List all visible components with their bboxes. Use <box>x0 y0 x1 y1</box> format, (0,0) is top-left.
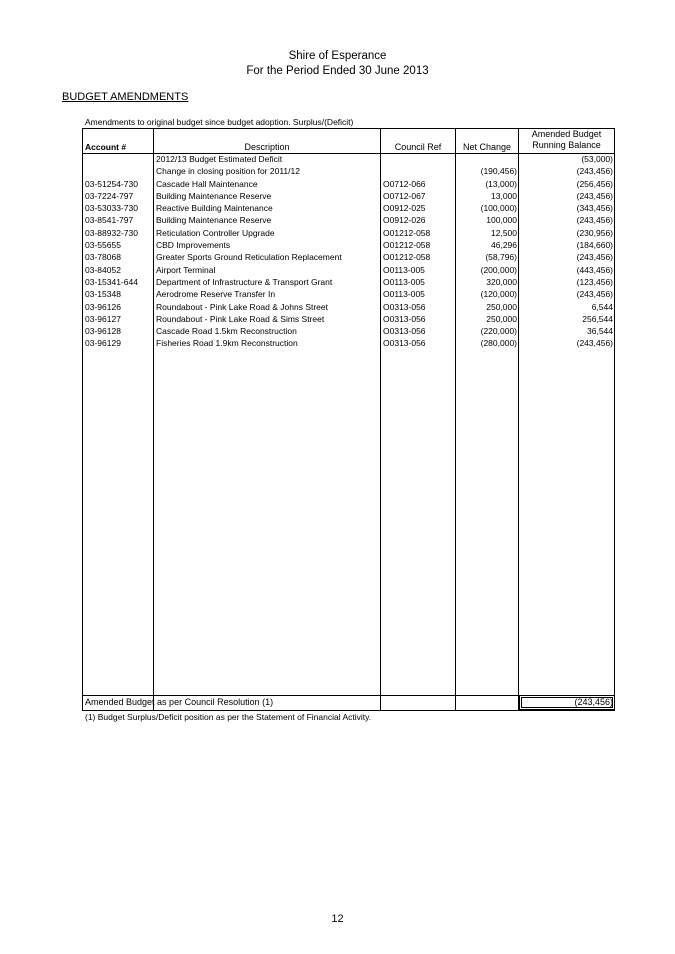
cell-council-ref: O0912-026 <box>383 215 426 226</box>
cell-balance: (343,456) <box>576 203 613 214</box>
table-row <box>82 325 615 337</box>
cell-balance: (184,660) <box>576 240 613 251</box>
cell-account: 03-96128 <box>85 326 121 337</box>
cell-account: 03-96126 <box>85 301 121 312</box>
cell-balance: (243,456) <box>576 338 613 349</box>
table-caption: Amendments to original budget since budget adoption. Surplus/(Deficit) <box>85 117 354 127</box>
table-row <box>82 288 615 300</box>
cell-net-change: (190,456) <box>480 166 517 177</box>
cell-council-ref: O0113-005 <box>383 264 425 275</box>
cell-description: Cascade Road 1.5km Reconstruction <box>156 326 297 337</box>
section-heading: BUDGET AMENDMENTS <box>62 91 189 103</box>
report-period: For the Period Ended 30 June 2013 <box>246 65 429 77</box>
cell-council-ref: O0113-005 <box>383 276 425 287</box>
cell-account: 03-84052 <box>85 264 121 275</box>
cell-account: 03-88932-730 <box>85 227 138 238</box>
table-row <box>82 301 615 313</box>
table-body <box>82 153 615 350</box>
table-row <box>82 239 615 251</box>
footnote: (1) Budget Surplus/Deficit position as per the Statement of Financial Activity. <box>85 712 372 722</box>
cell-balance: (243,456) <box>576 252 613 263</box>
table-row <box>82 276 615 288</box>
page-number: 12 <box>331 913 344 925</box>
cell-account: 03-78068 <box>85 252 121 263</box>
cell-account: 03-96127 <box>85 313 121 324</box>
table-row <box>82 202 615 214</box>
cell-balance: (256,456) <box>576 178 613 189</box>
cell-description: Aerodrome Reserve Transfer In <box>156 289 276 300</box>
cell-net-change: 250,000 <box>486 301 517 312</box>
cell-council-ref: O0712-066 <box>383 178 426 189</box>
cell-council-ref: O0313-056 <box>383 313 426 324</box>
table-row <box>82 153 615 165</box>
cell-council-ref: O01212-058 <box>383 227 431 238</box>
cell-council-ref: O0313-056 <box>383 338 426 349</box>
cell-net-change: (100,000) <box>480 203 517 214</box>
cell-description: Reticulation Controller Upgrade <box>156 227 275 238</box>
cell-description: Reactive Building Maintenance <box>156 203 273 214</box>
cell-account: 03-55655 <box>85 240 121 251</box>
cell-balance: 6,544 <box>591 301 613 312</box>
cell-balance: (443,456) <box>576 264 613 275</box>
cell-net-change: (200,000) <box>480 264 517 275</box>
cell-net-change: 100,000 <box>486 215 517 226</box>
table-row <box>82 165 615 177</box>
table-row <box>82 178 615 190</box>
cell-net-change: 12,500 <box>491 227 517 238</box>
cell-description: Department of Infrastructure & Transport Grant <box>156 276 333 287</box>
cell-balance: (230,956) <box>576 227 613 238</box>
cell-net-change: 13,000 <box>491 190 517 201</box>
cell-council-ref: O01212-058 <box>383 252 431 263</box>
table-row <box>82 214 615 226</box>
footer-total: (243,456) <box>574 697 613 707</box>
cell-description: Roundabout - Pink Lake Road & Sims Street <box>156 313 325 324</box>
cell-description: CBD Improvements <box>156 240 231 251</box>
cell-description: Building Maintenance Reserve <box>156 215 272 226</box>
cell-council-ref: O0113-005 <box>383 289 425 300</box>
cell-net-change: 46,296 <box>491 240 517 251</box>
column-header-council-ref: Council Ref <box>394 142 442 152</box>
cell-net-change: (280,000) <box>480 338 517 349</box>
cell-account: 03-96129 <box>85 338 121 349</box>
cell-description: Cascade Hall Maintenance <box>156 178 258 189</box>
cell-account: 03-51254-730 <box>85 178 138 189</box>
cell-net-change: (13,000) <box>485 178 517 189</box>
table-row <box>82 227 615 239</box>
cell-account: 03-15341-644 <box>85 276 138 287</box>
table-row <box>82 264 615 276</box>
table-row <box>82 337 615 349</box>
cell-account: 03-7224-797 <box>85 190 134 201</box>
cell-account: 03-15348 <box>85 289 121 300</box>
report-title: Shire of Esperance <box>288 50 387 62</box>
cell-council-ref: O01212-058 <box>383 240 431 251</box>
cell-description: Greater Sports Ground Reticulation Replacement <box>156 252 342 263</box>
cell-description: 2012/13 Budget Estimated Deficit <box>156 154 283 164</box>
cell-net-change: 320,000 <box>486 276 517 287</box>
cell-net-change: (220,000) <box>480 326 517 337</box>
column-header-description: Description <box>244 142 290 152</box>
column-header-balance <box>519 129 614 151</box>
cell-council-ref: O0912-025 <box>383 203 426 214</box>
cell-description: Change in closing position for 2011/12 <box>156 166 300 177</box>
cell-description: Airport Terminal <box>156 264 216 275</box>
table-row <box>82 190 615 202</box>
cell-account: 03-53033-730 <box>85 203 138 214</box>
column-header-balance-line1: Amended Budget <box>531 129 602 139</box>
cell-net-change: 250,000 <box>486 313 517 324</box>
table-row <box>82 251 615 263</box>
column-header-account: Account # <box>85 142 127 152</box>
cell-balance: (53,000) <box>581 154 613 164</box>
table-row <box>82 313 615 325</box>
footer-label: Amended Budget as per Council Resolution (1) <box>85 697 274 707</box>
cell-council-ref: O0712-067 <box>383 190 426 201</box>
cell-council-ref: O0313-056 <box>383 326 426 337</box>
cell-balance: 36,544 <box>587 326 613 337</box>
cell-account: 03-8541-797 <box>85 215 134 226</box>
column-header-balance-line2: Running Balance <box>532 140 601 150</box>
cell-balance: (243,456) <box>576 289 613 300</box>
cell-description: Building Maintenance Reserve <box>156 190 272 201</box>
cell-net-change: (120,000) <box>480 289 517 300</box>
cell-balance: (243,456) <box>576 190 613 201</box>
cell-balance: (123,456) <box>576 276 613 287</box>
column-header-net-change: Net Change <box>462 142 512 152</box>
cell-description: Fisheries Road 1.9km Reconstruction <box>156 338 298 349</box>
cell-council-ref: O0313-056 <box>383 301 426 312</box>
cell-balance: (243,456) <box>576 215 613 226</box>
cell-balance: 256,544 <box>582 313 613 324</box>
cell-net-change: (58,796) <box>485 252 517 263</box>
cell-description: Roundabout - Pink Lake Road & Johns Street <box>156 301 328 312</box>
cell-balance: (243,456) <box>576 166 613 177</box>
